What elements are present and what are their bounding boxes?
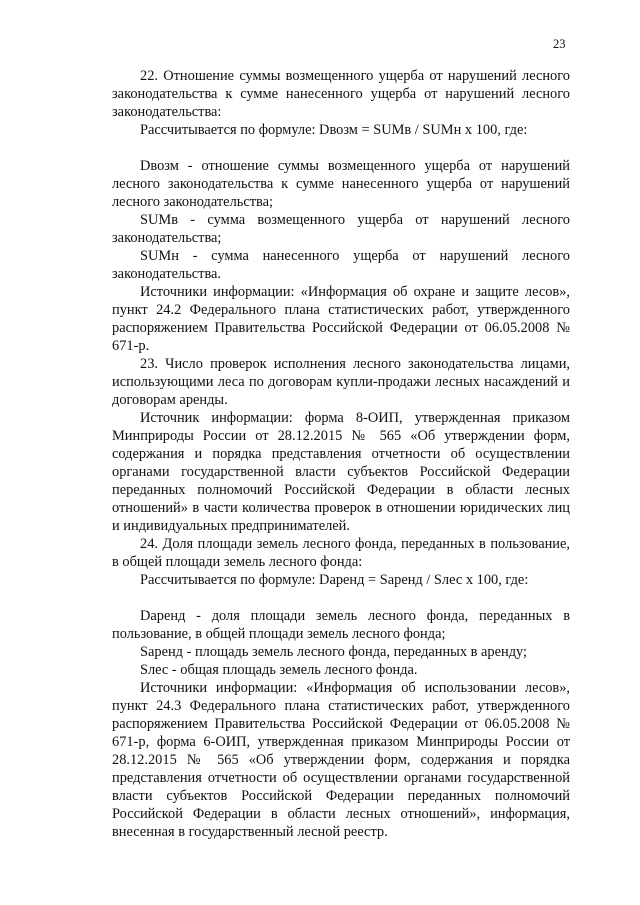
definition-d-arend: Dаренд - доля площади земель лесного фонда, переданных в пользование, в общей площади земель лесного фонда;: [112, 608, 570, 642]
definition-sum-v: SUMв - сумма возмещенного ущерба от нарушений лесного законодательства;: [112, 212, 570, 246]
definition-sum-n: SUMн - сумма нанесенного ущерба от нарушений лесного законодательства.: [112, 248, 570, 282]
page-number: 23: [553, 37, 566, 51]
source-item-22: Источники информации: «Информация об охране и защите лесов», пункт 24.2 Федерального плана статистических работ, утвержденного распоряжением Правительства Российской Федерации от 06.05.2008 № 671-р.: [112, 284, 570, 354]
definition-s-les: Sлес - общая площадь земель лесного фонда.: [140, 662, 418, 678]
source-item-24: Источники информации: «Информация об использовании лесов», пункт 24.3 Федерального плана статистических работ, утвержденного распоряжением Правительства Российской Федерации от 06.05.2008 № 671-р, форма 6-ОИП, утвержденная приказом Минприроды России от 28.12.2015 № 565 «Об утверждении форм, содержания и порядка представления отчетности об осуществлении органами государственной власти субъектов Российской Федерации переданных полномочий Российской Федерации в области лесных отношений», информация, внесенная в государственный лесной реестр.: [112, 680, 570, 840]
blank-line: [112, 139, 570, 157]
definition-s-arend: Sаренд - площадь земель лесного фонда, переданных в аренду;: [140, 644, 528, 660]
blank-line: [112, 589, 570, 607]
document-body: [112, 67, 570, 841]
formula-d-arend: Рассчитывается по формуле: Dаренд = Sаренд / Sлес x 100, где:: [140, 572, 529, 588]
item-24-heading: 24. Доля площади земель лесного фонда, переданных в пользование, в общей площади земель лесного фонда:: [112, 536, 570, 570]
item-23-heading: 23. Число проверок исполнения лесного законодательства лицами, использующими леса по договорам купли-продажи лесных насаждений и договорам аренды.: [112, 356, 570, 408]
source-item-23: Источник информации: форма 8-ОИП, утвержденная приказом Минприроды России от 28.12.2015 № 565 «Об утверждении форм, содержания и порядка представления отчетности об осуществлении органами государственной власти субъектов Российской Федерации переданных полномочий Российской Федерации в области лесных отношений» в части количества проверок в отношении юридических лиц и индивидуальных предпринимателей.: [112, 410, 570, 534]
item-22-heading: 22. Отношение суммы возмещенного ущерба от нарушений лесного законодательства к сумме нанесенного ущерба от нарушений лесного законодательства:: [112, 68, 570, 120]
formula-d-vozm: Рассчитывается по формуле: Dвозм = SUMв / SUMн x 100, где:: [140, 122, 528, 138]
definition-d-vozm: Dвозм - отношение суммы возмещенного ущерба от нарушений лесного законодательства к сумме нанесенного ущерба от нарушений лесного законодательства;: [112, 158, 570, 210]
